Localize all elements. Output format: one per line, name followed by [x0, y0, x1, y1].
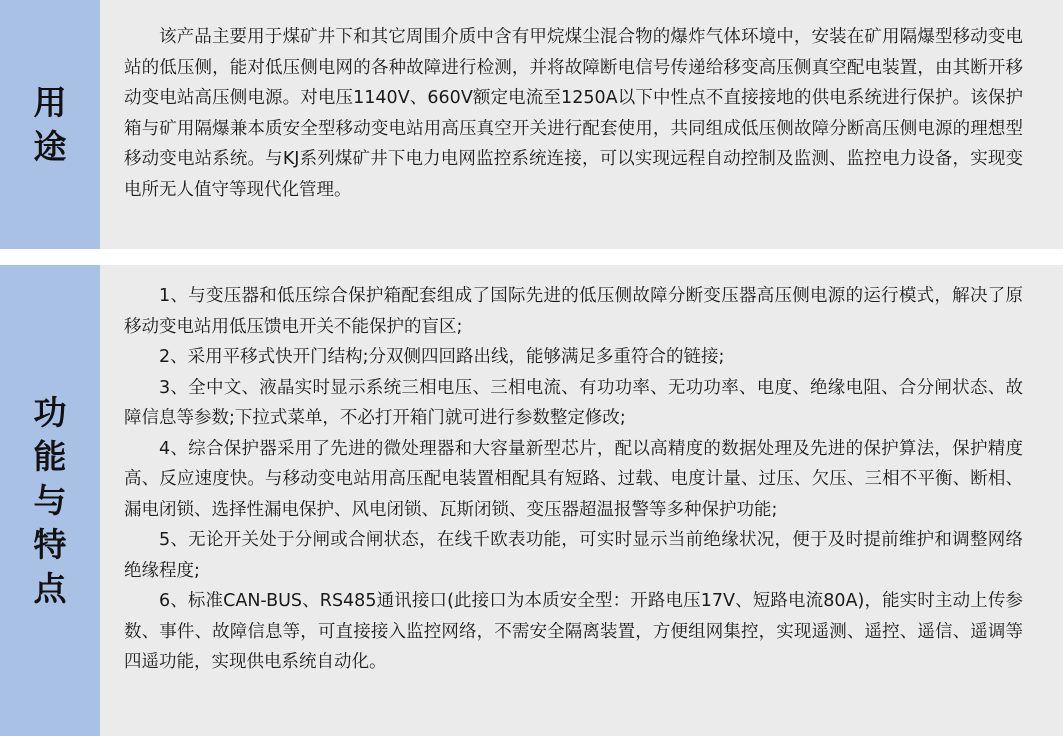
usage-content	[124, 22, 1023, 205]
usage-heading	[0, 0, 100, 249]
features-heading-char: 特	[33, 524, 67, 564]
feature-item: 1、与变压器和低压综合保护箱配套组成了国际先进的低压侧故障分断变压器高压侧电源的运行模式，解决了原移动变电站用低压馈电开关不能保护的盲区;	[124, 286, 1023, 337]
feature-item: 2、采用平移式快开门结构;分双侧四回路出线，能够满足多重符合的链接;	[159, 347, 725, 367]
feature-item: 5、无论开关处于分闸或合闸状态，在线千欧表功能，可实时显示当前绝缘状况，便于及时提前维护和调整网络绝缘程度;	[124, 530, 1023, 581]
features-heading-char: 能	[33, 436, 67, 476]
features-heading	[0, 265, 100, 736]
usage-paragraph: 该产品主要用于煤矿井下和其它周围介质中含有甲烷煤尘混合物的爆炸气体环境中，安装在矿用隔爆型移动变电站的低压侧，能对低压侧电网的各种故障进行检测，并将故障断电信号传递给移变高压侧真空配电装置，由其断开移动变电站高压侧电源。对电压1140V、660V额定电流至1250A以下中性点不直接接地的供电系统进行保护。该保护箱与矿用隔爆兼本质安全型移动变电站用高压真空开关进行配套使用，共同组成低压侧故障分断高压侧电源的理想型移动变电站系统。与KJ系列煤矿井下电力电网监控系统连接，可以实现远程自动控制及监测、监控电力设备，实现变电所无人值守等现代化管理。	[124, 27, 1023, 200]
usage-heading-char: 用	[33, 82, 67, 122]
feature-item: 3、全中文、液晶实时显示系统三相电压、三相电流、有功功率、无功功率、电度、绝缘电阻、合分闸状态、故障信息等参数;下拉式菜单，不必打开箱门就可进行参数整定修改;	[124, 377, 1023, 428]
features-heading-char: 功	[33, 392, 67, 432]
features-heading-char: 与	[33, 480, 67, 520]
features-section	[0, 265, 1063, 736]
feature-item: 4、综合保护器采用了先进的微处理器和大容量新型芯片，配以高精度的数据处理及先进的保护算法，保护精度高、反应速度快。与移动变电站用高压配电装置相配具有短路、过载、电度计量、过压、欠压、三相不平衡、断相、漏电闭锁、选择性漏电保护、风电闭锁、瓦斯闭锁、变压器超温报警等多种保护功能;	[124, 438, 1023, 520]
usage-section	[0, 0, 1063, 249]
feature-item: 6、标准CAN-BUS、RS485通讯接口(此接口为本质安全型：开路电压17V、短路电流80A)，能实时主动上传参数、事件、故障信息等，可直接接入监控网络，不需安全隔离装置，方便组网集控，实现遥测、遥控、遥信、遥调等四遥功能，实现供电系统自动化。	[124, 591, 1023, 672]
features-heading-char: 点	[33, 568, 67, 608]
features-content	[124, 281, 1023, 678]
usage-heading-char: 途	[33, 126, 67, 166]
